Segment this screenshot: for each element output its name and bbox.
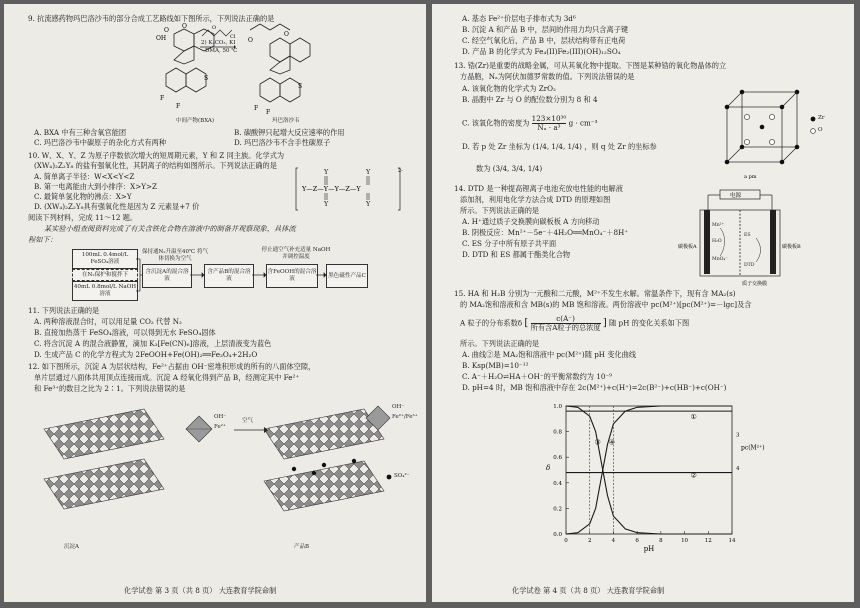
flow-feed-feso4: 100mL 0.4mol/L FeSO₄溶液 [72, 249, 138, 269]
svg-text:OH: OH [156, 35, 167, 42]
q14-option-d: D. DTD 和 ES 都属于酯类化合物 [462, 250, 571, 259]
y-tick-label: 0.6 [553, 455, 562, 462]
flow-box-feooh: 含FeOOH的混合溶液 [266, 264, 318, 288]
q15-stem-3: A 粒子的分布系数δ [ $\frac{c(A^-)}{\text{所有含A粒子的总浓度}}$ ] 随 pH 的变化关系如下图 [460, 314, 690, 332]
q10-option-a: A. 简单离子半径：W<X<Y<Z [34, 172, 135, 181]
legend-zr: Zr [818, 115, 825, 121]
q13-option-d-line2 [476, 164, 542, 173]
reaction-arrow [200, 44, 236, 50]
legend-o: O [818, 127, 823, 133]
svg-text:S: S [298, 83, 303, 90]
q11-option-a: A. 两种溶液混合时，可以用足量 CO₂ 代替 N₂ [34, 317, 182, 326]
svg-text:F: F [160, 95, 165, 102]
q13-option-b: B. 晶胞中 Zr 与 O 的配位数分别为 8 和 4 [462, 95, 598, 104]
anion-charge: 2- [398, 168, 403, 174]
q9-option-a: A. BXA 中有三种含氧官能团 [34, 128, 127, 137]
y-tick-label: 1.0 [553, 404, 562, 410]
page-3-footer: 化学试卷 第 3 页（共 8 页） 大连教育学院命制 [124, 586, 277, 595]
svg-text:a pm: a pm [744, 174, 757, 180]
q15-stem-3a: A 粒子的分布系数δ [460, 318, 523, 328]
q10-option-c: C. 最简单氢化物的沸点：X>Y [34, 192, 132, 201]
q14-stem-2: 添加剂，利用电化学方法合成 DTD 的原理如图 [460, 195, 611, 204]
q14-option-c: C. ES 分子中所有原子共平面 [462, 239, 557, 248]
coord-q: (3/4, 3/4, 1/4) [492, 164, 543, 173]
svg-text:碳极板A: 碳极板A [678, 244, 697, 250]
x-tick-label: 4 [611, 538, 616, 544]
sulfate-legend-dot [386, 474, 392, 480]
exam-page-4 [432, 4, 854, 602]
y-tick-label: 0.2 [553, 506, 562, 513]
density-unit: g · cm⁻³ [568, 118, 598, 128]
series-line-4 [566, 406, 732, 534]
q12-option-c: C. 经空气氧化后，产品 B 中，层状结构带有正电荷 [462, 36, 626, 45]
series-label-3: ③ [594, 438, 601, 447]
svg-text:ES: ES [744, 233, 751, 238]
q11-option-b: B. 直接加热蒸干 FeSO₄溶液，可以得到无水 FeSO₄固体 [34, 328, 216, 337]
x-axis-label: pH [643, 545, 655, 553]
flow-box-precipitate-a: 含沉淀A的混合溶液 [142, 264, 192, 288]
label-precipitate-a: 沉淀A [64, 544, 79, 550]
coord-p: (1/4, 1/4, 1/4) [532, 142, 582, 151]
distribution-fraction [531, 315, 601, 332]
q15-option-d: D. pH=4 时，MB 饱和溶液中存在 2c(M²⁺)+c(H⁺)=2c(B²⁻)+c(HB⁻)+c(OH⁻) [462, 383, 727, 392]
material-intro: 阅读下列材料，完成 11～12 题。 [28, 213, 138, 222]
q13-option-c-text: C. 该氧化物的密度为 [462, 118, 530, 128]
q12-option-a: A. 基态 Fe²⁺价层电子排布式为 3d⁶ [462, 14, 576, 23]
svg-text:F: F [254, 105, 259, 112]
series-label-4: ④ [608, 438, 615, 447]
x-tick-label: 12 [704, 538, 712, 544]
flow-feed-note: 在N₂保护和搅拌下 [72, 269, 138, 281]
baloxavir-structure [240, 22, 320, 114]
q15-stem-4: 所示。下列说法正确的是 [460, 339, 540, 348]
y2-tick-label: 4 [736, 466, 740, 472]
svg-text:DTD: DTD [744, 263, 755, 268]
flow-arrows [136, 254, 336, 294]
svg-text:H₂O: H₂O [712, 239, 722, 244]
label-bxa: 中间产物(BXA) [176, 118, 215, 124]
fraction-numerator: c(A⁻) [531, 315, 601, 324]
y2-tick-label: 3 [736, 432, 740, 439]
q13-option-d [462, 142, 657, 151]
q9-reagent-1: 2) K₂CO₃, KI [201, 40, 236, 46]
octahedron-legend-a [184, 414, 214, 444]
legend-b-oh: OH⁻ [392, 404, 405, 410]
legend-a-fe: Fe²⁺ [214, 424, 226, 430]
svg-text:O: O [164, 27, 169, 34]
q9-option-b: B. 碳酸钾只起增大反应速率的作用 [234, 128, 345, 137]
q10-option-d: D. (XW₄)₂Z₂Y₈具有强氧化性是因为 Z 元素显+7 价 [34, 202, 200, 211]
q9-option-d: D. 玛巴洛沙韦不含手性碳原子 [234, 138, 331, 147]
density-numerator: 123×10³⁰ [531, 114, 567, 123]
q9-option-c: C. 玛巴洛沙韦中碳原子的杂化方式有两种 [34, 138, 167, 147]
svg-text:S: S [204, 75, 209, 82]
x-tick-label: 14 [728, 538, 736, 544]
flow-condition-1: 保持通N₂升温至40℃ 将气体切换为空气 [142, 249, 208, 262]
q12-option-b: B. 沉淀 A 和产品 B 中，层间的作用力均只含离子键 [462, 25, 629, 34]
q9-stem: 9. 抗流感药物玛巴洛沙韦的部分合成工艺路线如下图所示，下列说法正确的是 [28, 14, 275, 23]
q13-stem-1: 13. 锆(Zr)是重要的战略金属，可从其氧化物中提取。下图是某种锆的氧化物晶体的立 [454, 61, 727, 70]
y-tick-label: 0.8 [553, 429, 562, 436]
q10-stem-2: (XW₄)₂Z₂Y₈ 的盐有强氧化性，其阴离子的结构如图所示。下列说法正确的是 [34, 161, 277, 170]
series-label-1: ① [690, 412, 697, 421]
svg-text:Cl: Cl [230, 34, 236, 40]
svg-text:电源: 电源 [730, 193, 742, 199]
q10-option-b: B. 第一电离能由大到小排序：X>Y>Z [34, 182, 158, 191]
q11-option-d: D. 生成产品 C 的化学方程式为 2FeOOH+Fe(OH)₂══Fe₃O₄+2H₂O [34, 350, 258, 359]
chart-frame [566, 406, 732, 534]
q15-option-c: C. A⁻＋H₂O⇌HA＋OH⁻的平衡常数约为 10⁻⁹ [462, 372, 613, 381]
material-text-1: 某实验小组查阅资料完成了有关含铁化合物在溶液中的制备并观察现象，具体流 [44, 224, 296, 233]
density-denominator: Nₐ · a³ [537, 123, 561, 132]
reagent-structure [200, 26, 236, 40]
q12-option-d: D. 产品 B 的化学式为 Fe₄(II)Fe₂(III)(OH)₁₂SO₄ [462, 47, 621, 56]
q13-option-d-line2-label: 数为 [476, 164, 491, 173]
flow-box-product-b: 含产品B的混合溶液 [204, 264, 254, 288]
x-tick-label: 2 [587, 538, 592, 544]
svg-text:Mn²⁺: Mn²⁺ [712, 223, 724, 228]
y-tick-label: 0.4 [553, 480, 562, 487]
distribution-chart [532, 396, 772, 566]
anion-chain: Y—Z—Y—Y—Z—Y [302, 185, 361, 193]
q11-option-c: C. 将含沉淀 A 的混合液静置，滴加 K₃[Fe(CN)₆]溶液，上层清液变为蓝色 [34, 339, 272, 348]
anion-structure [294, 166, 404, 212]
q13-option-d-text: D. 若 p 处 Zr 坐标为 [462, 142, 531, 151]
x-tick-label: 0 [564, 538, 568, 544]
y-tick-label: 0.0 [553, 532, 562, 538]
q14-option-a: A. H⁺通过质子交换膜向碳板板 A 方向移动 [462, 217, 600, 226]
exam-page-3 [4, 4, 426, 602]
label-drug: 玛巴洛沙韦 [272, 118, 300, 124]
electrolysis-cell [680, 190, 804, 286]
page-4-footer: 化学试卷 第 4 页（共 8 页） 大连教育学院命制 [512, 586, 665, 595]
zirconia-unit-cell [722, 82, 812, 182]
q15-stem-1: 15. HA 和 H₂B 分别为一元酸和二元酸，M²⁺不发生水解。常温条件下，现有含 MA₂(s) [454, 289, 736, 298]
legend-b-so4: SO₄²⁻ [394, 473, 410, 479]
material-text-2: 程如下： [28, 235, 57, 244]
svg-text:Y: Y [366, 200, 371, 208]
q11-stem: 11. 下列说法正确的是 [28, 306, 100, 315]
q15-option-b: B. Ksp(MB)=10⁻¹² [462, 361, 529, 370]
q13-option-a: A. 该氧化物的化学式为 ZrO₂ [462, 84, 556, 93]
fraction-denominator: 所有含A粒子的总浓度 [530, 323, 601, 332]
series-line-3 [566, 406, 732, 534]
svg-text:Y: Y [324, 168, 329, 176]
flow-feed-naoh: 40mL 0.8mol/L NaOH溶液 [72, 281, 138, 301]
q12-stem-3: 和 Fe³⁺的数目之比为 2∶1。下列说法错误的是 [34, 384, 186, 393]
octahedron-legend-b [364, 404, 392, 432]
legend-a-oh: OH⁻ [214, 414, 227, 420]
q14-stem-1: 14. DTD 是一种提高锂离子电池充放电性能的电解液 [454, 184, 623, 193]
svg-text:MnO₄⁻: MnO₄⁻ [712, 257, 728, 262]
svg-text:F: F [176, 103, 181, 110]
y2-axis-label: pc(M²⁺) [741, 444, 765, 452]
q15-stem-2: 的 MA₂饱和溶液和含 MB(s)的 MB 饱和溶液。两份溶液中 pc(M²⁺)[pc(M²⁺)=－lgc]及含 [460, 300, 752, 309]
q13-option-d-tail: ，则 q 处 Zr 的坐标参 [584, 142, 657, 151]
q12-stem-2: 单片层通过八面体共用顶点连接而成。沉淀 A 经氧化得到产品 B，经测定其中 Fe²⁺ [34, 373, 300, 382]
q13-stem-2: 方晶胞，Nₐ为阿伏加德罗常数的值。下列说法错误的是 [460, 72, 635, 81]
svg-text:O: O [182, 23, 187, 30]
q10-stem-1: 10. W、X、Y、Z 为原子序数依次增大的短周期元素，Y 和 Z 同主族。化学式为 [28, 151, 285, 160]
q13-option-c [462, 115, 598, 132]
layered-structure-a [34, 399, 174, 539]
svg-text:Y: Y [324, 200, 329, 208]
density-fraction [532, 115, 567, 132]
x-tick-label: 10 [681, 538, 689, 544]
flow-condition-2: 停止通空气补充适量 NaOH并调控温度 [261, 247, 331, 260]
flow-box-product-c: 黑色磁性产品C [326, 264, 368, 288]
q12-stem-1: 12. 如下图所示，沉淀 A 为层状结构，Fe²⁺占据由 OH⁻密堆积形成的所有的八面体空隙， [28, 362, 316, 371]
q9-reagent-2: DMA, 50 ℃ [205, 48, 238, 54]
o-legend [810, 128, 816, 134]
q15-option-a: A. 曲线②是 MA₂饱和溶液中 pc(M²⁺)随 pH 变化曲线 [462, 350, 637, 359]
svg-text:F: F [266, 109, 271, 116]
y-axis-label: δ [546, 464, 551, 472]
svg-text:Y: Y [366, 168, 371, 176]
q14-stem-3: 所示。下列说法正确的是 [460, 206, 540, 215]
zr-legend [810, 116, 816, 122]
svg-text:O: O [248, 37, 253, 44]
legend-b-fe: Fe²⁺/Fe³⁺ [392, 414, 418, 420]
svg-text:质子交换膜: 质子交换膜 [742, 281, 768, 287]
svg-text:O: O [212, 25, 217, 31]
svg-text:O: O [284, 31, 289, 38]
series-label-2: ② [690, 471, 697, 480]
label-product-b: 产品B [294, 544, 310, 550]
x-tick-label: 6 [635, 538, 639, 544]
arrow-air-label: 空气 [242, 418, 254, 424]
x-tick-label: 8 [659, 538, 663, 544]
svg-text:碳极板B: 碳极板B [782, 244, 801, 250]
q14-option-b: B. 阴极反应：Mn²⁺－5e⁻＋4H₂O══MnO₄⁻＋8H⁺ [462, 228, 629, 237]
q15-stem-3b: 随 pH 的变化关系如下图 [609, 318, 690, 328]
